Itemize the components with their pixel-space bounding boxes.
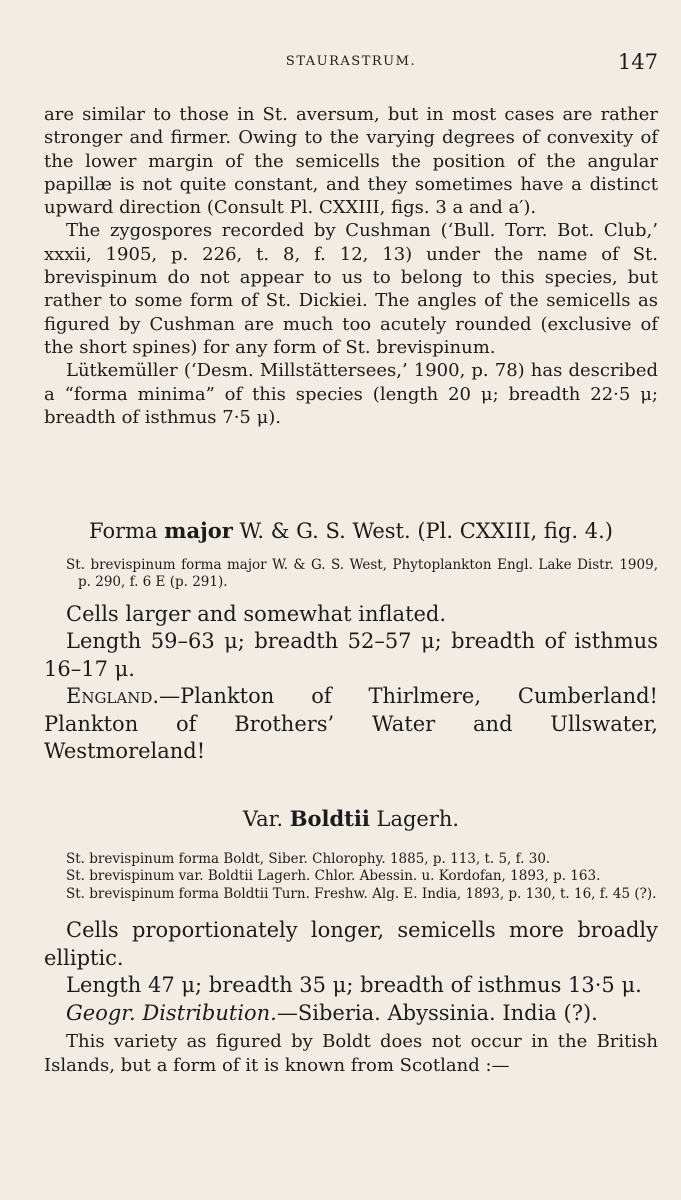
synonym-reference: St. brevispinum forma Boldtii Turn. Freshw. Alg. E. India, 1893, p. 130, t. 16, f. 45 (?). [66,885,657,902]
synonym-reference: St. brevispinum forma major W. & G. S. West, Phytoplankton Engl. Lake Distr. 1909, p. 290, f. 6 E (p. 291). [66,557,658,591]
heading-name: Boldtii [289,806,370,831]
paragraph-2: The zygospores recorded by Cushman (‘Bull. Torr. Bot. Club,’ xxxii, 1905, p. 226, t. 8, f. 12, 13) under the name of St. brevispinum do not appear to us to belong to this species, but rather to some form of St. Dickiei. The angles of the semicells as figured by Cushman are much too acutely rounded (exclusive of the short spines) for any form of St. brevispinum. [44,220,658,358]
distribution-label: Geogr. Distribution. [66,1000,277,1025]
forma-major-section [44,557,658,766]
note: This variety as figured by Boldt does not occur in the British Islands, but a form of it is known from Scotland :— [44,1031,658,1076]
distribution [44,1000,658,1028]
description: Cells proportionately longer, semicells more broadly elliptic. [44,918,658,970]
distribution [44,683,658,766]
paragraph-3: Lütkemüller (‘Desm. Millstättersees,’ 1900, p. 78) has described a “forma minima” of this species (length 20 μ; breadth 22·5 μ; breadth of isthmus 7·5 μ). [44,360,658,428]
distribution-text: —Siberia. Abyssinia. India (?). [276,1000,598,1025]
forma-major-heading [44,518,658,543]
distribution-text: —Plankton of Thirlmere, Cumberland! Plankton of Brothers’ Water and Ullswater, Westmoreland! [44,684,658,764]
measurements: Length 47 μ; breadth 35 μ; breadth of isthmus 13·5 μ. [66,973,642,998]
page-header [44,50,658,76]
heading-prefix: Forma [89,519,158,543]
page-number: 147 [617,50,658,74]
paragraph-1: are similar to those in St. aversum, but in most cases are rather stronger and firmer. Owing to the varying degrees of convexity of the lower margin of the semicells the position of the angular papillæ is not quite constant, and they sometimes have a distinct upward direction (Consult Pl. CXXIII, figs. 3 a and a′). [44,104,658,219]
var-boldtii-section [44,851,658,1077]
heading-suffix: W. & G. S. West. (Pl. CXXIII, fig. 4.) [239,519,613,543]
running-title: STAURASTRUM. [285,54,417,69]
distribution-label: England. [66,684,160,709]
synonym-reference: St. brevispinum forma Boldt, Siber. Chlorophy. 1885, p. 113, t. 5, f. 30. [66,851,551,867]
heading-name: major [164,518,233,543]
intro-text [44,103,658,429]
measurements: Length 59–63 μ; breadth 52–57 μ; breadth of isthmus 16–17 μ. [44,629,658,681]
description: Cells larger and somewhat inflated. [66,601,447,626]
heading-prefix: Var. [242,807,284,831]
heading-suffix: Lagerh. [376,807,460,831]
var-boldtii-heading [44,806,658,831]
synonym-reference: St. brevispinum var. Boldtii Lagerh. Chlor. Abessin. u. Kordofan, 1893, p. 163. [66,868,601,885]
